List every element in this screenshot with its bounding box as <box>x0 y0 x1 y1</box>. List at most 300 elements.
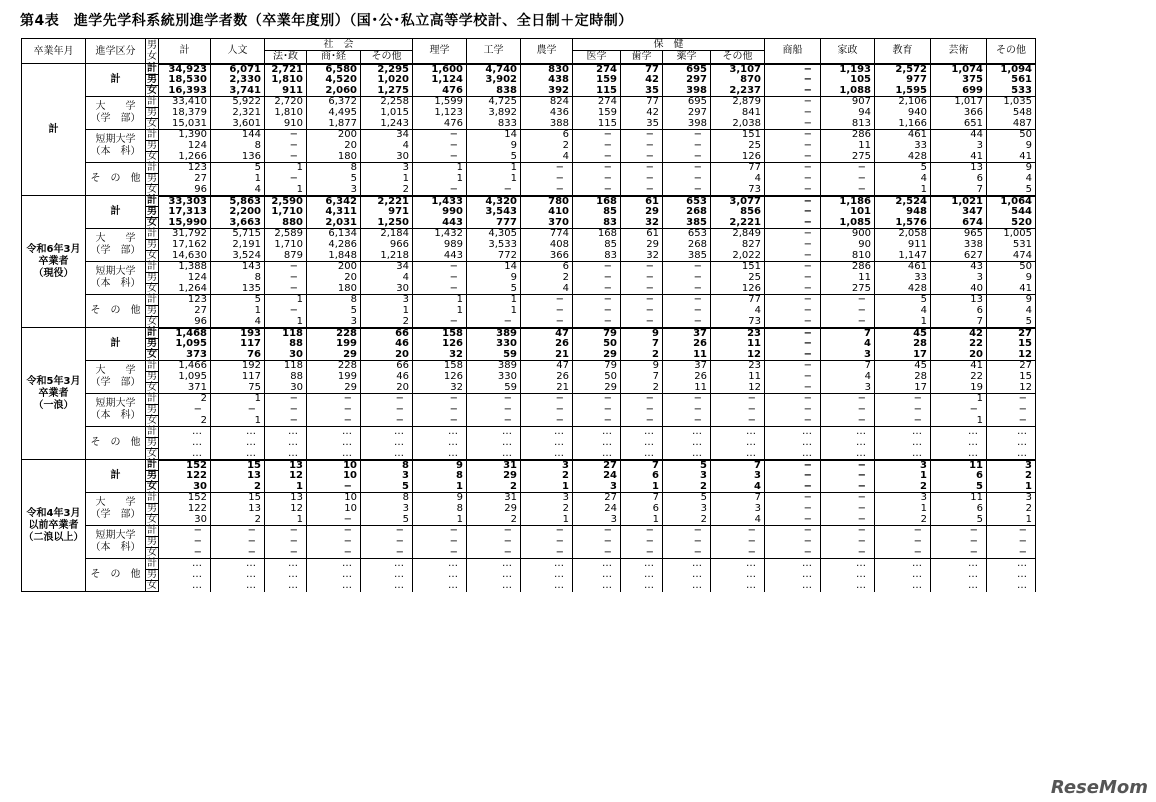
table-cell: − <box>467 317 521 328</box>
table-cell: 9 <box>987 141 1036 152</box>
table-cell: 476 <box>413 86 467 97</box>
sex-label: 計 <box>147 459 157 470</box>
table-cell: 33,410 <box>159 97 211 108</box>
table-cell: 199 <box>307 339 361 350</box>
table-cell: 124 <box>159 141 211 152</box>
sex-label: 計 <box>147 261 157 272</box>
table-cell: 25 <box>711 273 765 284</box>
table-cell: 96 <box>159 185 211 196</box>
table-cell: 26 <box>521 339 573 350</box>
table-cell: … <box>265 438 307 449</box>
table-cell: − <box>307 526 361 537</box>
table-cell: … <box>573 559 621 570</box>
table-header <box>22 39 1036 64</box>
table-cell: 124 <box>159 273 211 284</box>
table-cell: 31 <box>467 493 521 504</box>
table-cell: 1 <box>621 482 663 493</box>
table-cell: 151 <box>711 130 765 141</box>
table-cell: − <box>821 174 875 185</box>
table-cell: − <box>987 548 1036 559</box>
table-cell: 3,077 <box>711 196 765 207</box>
table-cell: 20 <box>361 383 413 394</box>
table-cell: − <box>621 548 663 559</box>
table-cell: 15 <box>211 460 265 471</box>
table-cell: 29 <box>621 207 663 218</box>
table-row <box>22 295 1036 306</box>
table-cell: − <box>765 493 821 504</box>
table-cell: 45 <box>875 361 931 372</box>
table-cell: 388 <box>521 119 573 130</box>
table-cell: − <box>521 317 573 328</box>
table-cell: − <box>765 361 821 372</box>
table-cell: 4,305 <box>467 229 521 240</box>
table-cell: 810 <box>821 251 875 262</box>
table-cell: − <box>821 185 875 196</box>
table-cell: 7 <box>621 493 663 504</box>
table-cell: 1 <box>875 504 931 515</box>
category-label: 計 <box>86 64 146 97</box>
table-cell: 1,576 <box>875 218 931 229</box>
table-cell: − <box>573 548 621 559</box>
col-sex: 男 女 <box>147 40 157 62</box>
table-cell: 17,162 <box>159 240 211 251</box>
col-hoken: 保 健 <box>573 39 765 51</box>
table-row <box>22 515 1036 526</box>
table-cell: 971 <box>361 207 413 218</box>
table-cell: − <box>663 537 711 548</box>
table-cell: 31,792 <box>159 229 211 240</box>
table-cell: 22 <box>931 372 987 383</box>
table-cell: 4,740 <box>467 64 521 75</box>
table-cell: 3,543 <box>467 207 521 218</box>
table-cell: … <box>307 570 361 581</box>
table-cell: … <box>361 449 413 460</box>
table-cell: 6 <box>931 306 987 317</box>
table-cell: − <box>211 537 265 548</box>
table-cell: 83 <box>573 218 621 229</box>
table-cell: 105 <box>821 75 875 86</box>
table-cell: 88 <box>265 372 307 383</box>
sex-label: 男 <box>147 371 157 382</box>
table-cell: 33 <box>875 141 931 152</box>
table-cell: 15 <box>211 493 265 504</box>
table-cell: 158 <box>413 328 467 339</box>
table-cell: 4,725 <box>467 97 521 108</box>
table-cell: 41 <box>931 152 987 163</box>
table-cell: 5,863 <box>211 196 265 207</box>
table-cell: 338 <box>931 240 987 251</box>
table-cell: 4,495 <box>307 108 361 119</box>
sex-label: 計 <box>147 129 157 140</box>
table-cell: 2,721 <box>265 64 307 75</box>
sex-label: 男 <box>147 569 157 580</box>
table-cell: − <box>711 405 765 416</box>
table-cell: 699 <box>931 86 987 97</box>
table-cell: − <box>211 526 265 537</box>
sex-label: 男 <box>147 503 157 514</box>
table-cell: − <box>573 262 621 273</box>
table-cell: − <box>821 537 875 548</box>
table-cell: − <box>621 262 663 273</box>
col-geijutsu: 芸術 <box>931 39 987 64</box>
table-row <box>22 86 1036 97</box>
table-cell: − <box>573 284 621 295</box>
table-cell: − <box>521 295 573 306</box>
data-table <box>21 38 1036 592</box>
table-cell: 1,468 <box>159 328 211 339</box>
table-cell: − <box>521 526 573 537</box>
table-cell: − <box>765 229 821 240</box>
table-cell: 1 <box>931 416 987 427</box>
table-cell: − <box>265 174 307 185</box>
table-cell: 370 <box>521 218 573 229</box>
table-cell: 2,221 <box>711 218 765 229</box>
table-cell: 1,095 <box>159 372 211 383</box>
table-cell: 1,466 <box>159 361 211 372</box>
table-cell: − <box>621 526 663 537</box>
table-cell: − <box>361 548 413 559</box>
table-cell: − <box>621 152 663 163</box>
table-cell: 21 <box>521 383 573 394</box>
table-cell: 1,020 <box>361 75 413 86</box>
table-cell: 824 <box>521 97 573 108</box>
table-cell: … <box>765 581 821 592</box>
table-cell: … <box>573 427 621 438</box>
table-cell: 101 <box>821 207 875 218</box>
table-cell: 777 <box>467 218 521 229</box>
category-label: そ の 他 <box>86 295 146 328</box>
table-cell: 1,186 <box>821 196 875 207</box>
table-cell: … <box>159 427 211 438</box>
sex-label: 計 <box>147 162 157 173</box>
table-cell: 27 <box>987 361 1036 372</box>
table-cell: 29 <box>573 350 621 361</box>
table-cell: … <box>211 581 265 592</box>
table-cell: 3 <box>307 317 361 328</box>
table-cell: … <box>307 581 361 592</box>
table-cell: − <box>621 537 663 548</box>
sex-label: 計 <box>147 558 157 569</box>
table-cell: … <box>987 438 1036 449</box>
table-cell: 3 <box>663 471 711 482</box>
table-cell: … <box>265 427 307 438</box>
table-cell: 66 <box>361 361 413 372</box>
table-cell: − <box>573 317 621 328</box>
table-cell: 1 <box>211 306 265 317</box>
table-cell: − <box>711 416 765 427</box>
table-cell: 2 <box>521 504 573 515</box>
table-cell: … <box>711 427 765 438</box>
table-cell: 2 <box>361 185 413 196</box>
table-cell: 297 <box>663 75 711 86</box>
table-cell: 371 <box>159 383 211 394</box>
table-cell: 780 <box>521 196 573 207</box>
table-cell: 1,810 <box>265 108 307 119</box>
table-cell: … <box>621 427 663 438</box>
table-cell: − <box>573 130 621 141</box>
sex-label: 女 <box>147 382 157 393</box>
table-cell: − <box>765 163 821 174</box>
table-row <box>22 361 1036 372</box>
table-cell: − <box>765 515 821 526</box>
table-cell: 4,311 <box>307 207 361 218</box>
table-row <box>22 504 1036 515</box>
table-cell: 59 <box>467 350 521 361</box>
table-cell: 3 <box>931 273 987 284</box>
table-cell: − <box>765 372 821 383</box>
table-cell: 2 <box>361 317 413 328</box>
table-cell: 34,923 <box>159 64 211 75</box>
table-cell: 18,379 <box>159 108 211 119</box>
table-cell: … <box>711 570 765 581</box>
table-cell: 12 <box>711 350 765 361</box>
table-cell: 29 <box>467 471 521 482</box>
table-cell: 4,286 <box>307 240 361 251</box>
table-cell: … <box>361 438 413 449</box>
table-cell: 26 <box>663 372 711 383</box>
table-cell: 6 <box>521 130 573 141</box>
table-cell: − <box>875 548 931 559</box>
table-cell: 9 <box>467 273 521 284</box>
table-cell: 8 <box>361 493 413 504</box>
table-cell: … <box>573 449 621 460</box>
table-cell: − <box>265 141 307 152</box>
table-cell: 17 <box>875 383 931 394</box>
table-cell: − <box>765 416 821 427</box>
table-cell: 907 <box>821 97 875 108</box>
table-cell: 385 <box>663 251 711 262</box>
table-cell: 3 <box>663 504 711 515</box>
table-cell: − <box>307 416 361 427</box>
table-cell: − <box>413 526 467 537</box>
table-cell: 41 <box>987 152 1036 163</box>
table-cell: 123 <box>159 163 211 174</box>
table-cell: − <box>573 174 621 185</box>
table-cell: … <box>987 581 1036 592</box>
table-cell: − <box>821 163 875 174</box>
table-cell: 27 <box>987 328 1036 339</box>
table-cell: − <box>159 405 211 416</box>
table-cell: 1,095 <box>159 339 211 350</box>
table-cell: 30 <box>361 152 413 163</box>
table-cell: 9 <box>413 460 467 471</box>
watermark: ReseMom <box>1050 777 1148 798</box>
table-cell: … <box>467 559 521 570</box>
table-cell: 20 <box>307 141 361 152</box>
table-cell: 627 <box>931 251 987 262</box>
table-cell: 29 <box>621 240 663 251</box>
table-cell: … <box>413 427 467 438</box>
table-cell: … <box>663 581 711 592</box>
table-cell: 126 <box>413 372 467 383</box>
table-cell: 7 <box>711 460 765 471</box>
table-cell: 33 <box>875 273 931 284</box>
table-cell: 3 <box>987 460 1036 471</box>
table-cell: − <box>875 526 931 537</box>
table-cell: − <box>265 306 307 317</box>
table-cell: 199 <box>307 372 361 383</box>
table-cell: 1 <box>413 482 467 493</box>
table-cell: 118 <box>265 328 307 339</box>
table-cell: … <box>663 559 711 570</box>
sex-label: 女 <box>147 316 157 327</box>
table-cell: 42 <box>621 108 663 119</box>
table-cell: − <box>211 548 265 559</box>
table-cell: 461 <box>875 262 931 273</box>
table-cell: 61 <box>621 196 663 207</box>
table-cell: 392 <box>521 86 573 97</box>
table-cell: − <box>765 317 821 328</box>
table-cell: 35 <box>621 86 663 97</box>
table-cell: … <box>413 559 467 570</box>
table-cell: 32 <box>413 350 467 361</box>
table-cell: − <box>361 405 413 416</box>
table-cell: 3 <box>361 471 413 482</box>
table-cell: − <box>573 152 621 163</box>
table-cell: 50 <box>987 262 1036 273</box>
table-cell: 14,630 <box>159 251 211 262</box>
table-cell: − <box>875 394 931 405</box>
table-cell: − <box>265 405 307 416</box>
table-cell: … <box>159 581 211 592</box>
table-cell: 2,191 <box>211 240 265 251</box>
table-cell: 911 <box>875 240 931 251</box>
table-cell: 4 <box>875 306 931 317</box>
year-label: 計 <box>22 64 86 196</box>
table-cell: − <box>663 163 711 174</box>
table-cell: 115 <box>573 119 621 130</box>
table-cell: − <box>821 394 875 405</box>
table-cell: 410 <box>521 207 573 218</box>
col-shakai: 社 会 <box>265 39 413 51</box>
table-cell: … <box>413 581 467 592</box>
table-cell: − <box>361 416 413 427</box>
sex-label: 女 <box>147 481 157 492</box>
sex-label: 男 <box>147 74 157 85</box>
table-cell: − <box>765 295 821 306</box>
table-cell: 75 <box>211 383 265 394</box>
table-cell: 1,710 <box>265 240 307 251</box>
table-cell: 13 <box>931 163 987 174</box>
table-cell: 6 <box>621 504 663 515</box>
table-cell: … <box>621 570 663 581</box>
table-cell: − <box>467 394 521 405</box>
table-cell: 7 <box>621 339 663 350</box>
table-cell: − <box>663 130 711 141</box>
table-cell: 1 <box>467 174 521 185</box>
table-cell: − <box>821 405 875 416</box>
table-cell: − <box>821 416 875 427</box>
table-cell: − <box>621 394 663 405</box>
table-cell: − <box>765 207 821 218</box>
table-cell: 11 <box>931 493 987 504</box>
table-row <box>22 416 1036 427</box>
table-cell: − <box>265 416 307 427</box>
table-cell: − <box>931 526 987 537</box>
table-cell: 10 <box>307 504 361 515</box>
table-cell: 695 <box>663 64 711 75</box>
table-row <box>22 548 1036 559</box>
table-cell: 152 <box>159 493 211 504</box>
table-cell: − <box>765 251 821 262</box>
table-cell: … <box>875 559 931 570</box>
table-cell: 1,243 <box>361 119 413 130</box>
table-cell: 143 <box>211 262 265 273</box>
table-cell: 3 <box>361 504 413 515</box>
table-cell: 42 <box>931 328 987 339</box>
category-label: 短期大学 （本 科） <box>86 262 146 295</box>
table-cell: 168 <box>573 229 621 240</box>
table-cell: − <box>663 185 711 196</box>
table-cell: − <box>821 493 875 504</box>
table-cell: 1,388 <box>159 262 211 273</box>
table-cell: 85 <box>573 207 621 218</box>
table-cell: 192 <box>211 361 265 372</box>
category-label: そ の 他 <box>86 163 146 196</box>
table-cell: … <box>765 427 821 438</box>
table-cell: 1,015 <box>361 108 413 119</box>
table-cell: − <box>265 284 307 295</box>
table-cell: … <box>931 438 987 449</box>
table-cell: 20 <box>361 350 413 361</box>
table-cell: 366 <box>521 251 573 262</box>
table-cell: 375 <box>931 75 987 86</box>
table-cell: 2 <box>211 515 265 526</box>
sex-label: 計 <box>147 525 157 536</box>
table-cell: 2 <box>467 515 521 526</box>
table-cell: − <box>765 86 821 97</box>
table-row <box>22 185 1036 196</box>
table-cell: 24 <box>573 471 621 482</box>
table-cell: … <box>467 570 521 581</box>
sex-label: 計 <box>147 492 157 503</box>
table-cell: 1 <box>265 482 307 493</box>
table-row <box>22 64 1036 75</box>
table-row <box>22 97 1036 108</box>
table-cell: 5 <box>361 515 413 526</box>
table-cell: − <box>467 405 521 416</box>
table-cell: 13 <box>211 504 265 515</box>
table-cell: 7 <box>621 372 663 383</box>
table-cell: 1 <box>521 482 573 493</box>
table-cell: − <box>621 306 663 317</box>
col-shousen: 商船 <box>765 39 821 64</box>
table-cell: 911 <box>265 86 307 97</box>
table-cell: 5 <box>467 284 521 295</box>
table-row <box>22 229 1036 240</box>
table-cell: − <box>765 141 821 152</box>
table-row <box>22 163 1036 174</box>
table-cell: 5 <box>987 185 1036 196</box>
table-cell: 5,715 <box>211 229 265 240</box>
sex-label: 男 <box>147 338 157 349</box>
table-cell: 118 <box>265 361 307 372</box>
table-cell: 1 <box>413 163 467 174</box>
table-cell: 1 <box>361 306 413 317</box>
table-row <box>22 262 1036 273</box>
table-cell: − <box>987 537 1036 548</box>
table-cell: − <box>765 328 821 339</box>
table-cell: 330 <box>467 372 521 383</box>
table-cell: 4 <box>821 339 875 350</box>
col-shakai-shoukei: 商･経 <box>307 51 361 64</box>
table-row <box>22 537 1036 548</box>
table-cell: − <box>663 152 711 163</box>
table-cell: 3 <box>573 515 621 526</box>
table-cell: − <box>307 537 361 548</box>
table-cell: 1 <box>265 295 307 306</box>
table-cell: 15,031 <box>159 119 211 130</box>
